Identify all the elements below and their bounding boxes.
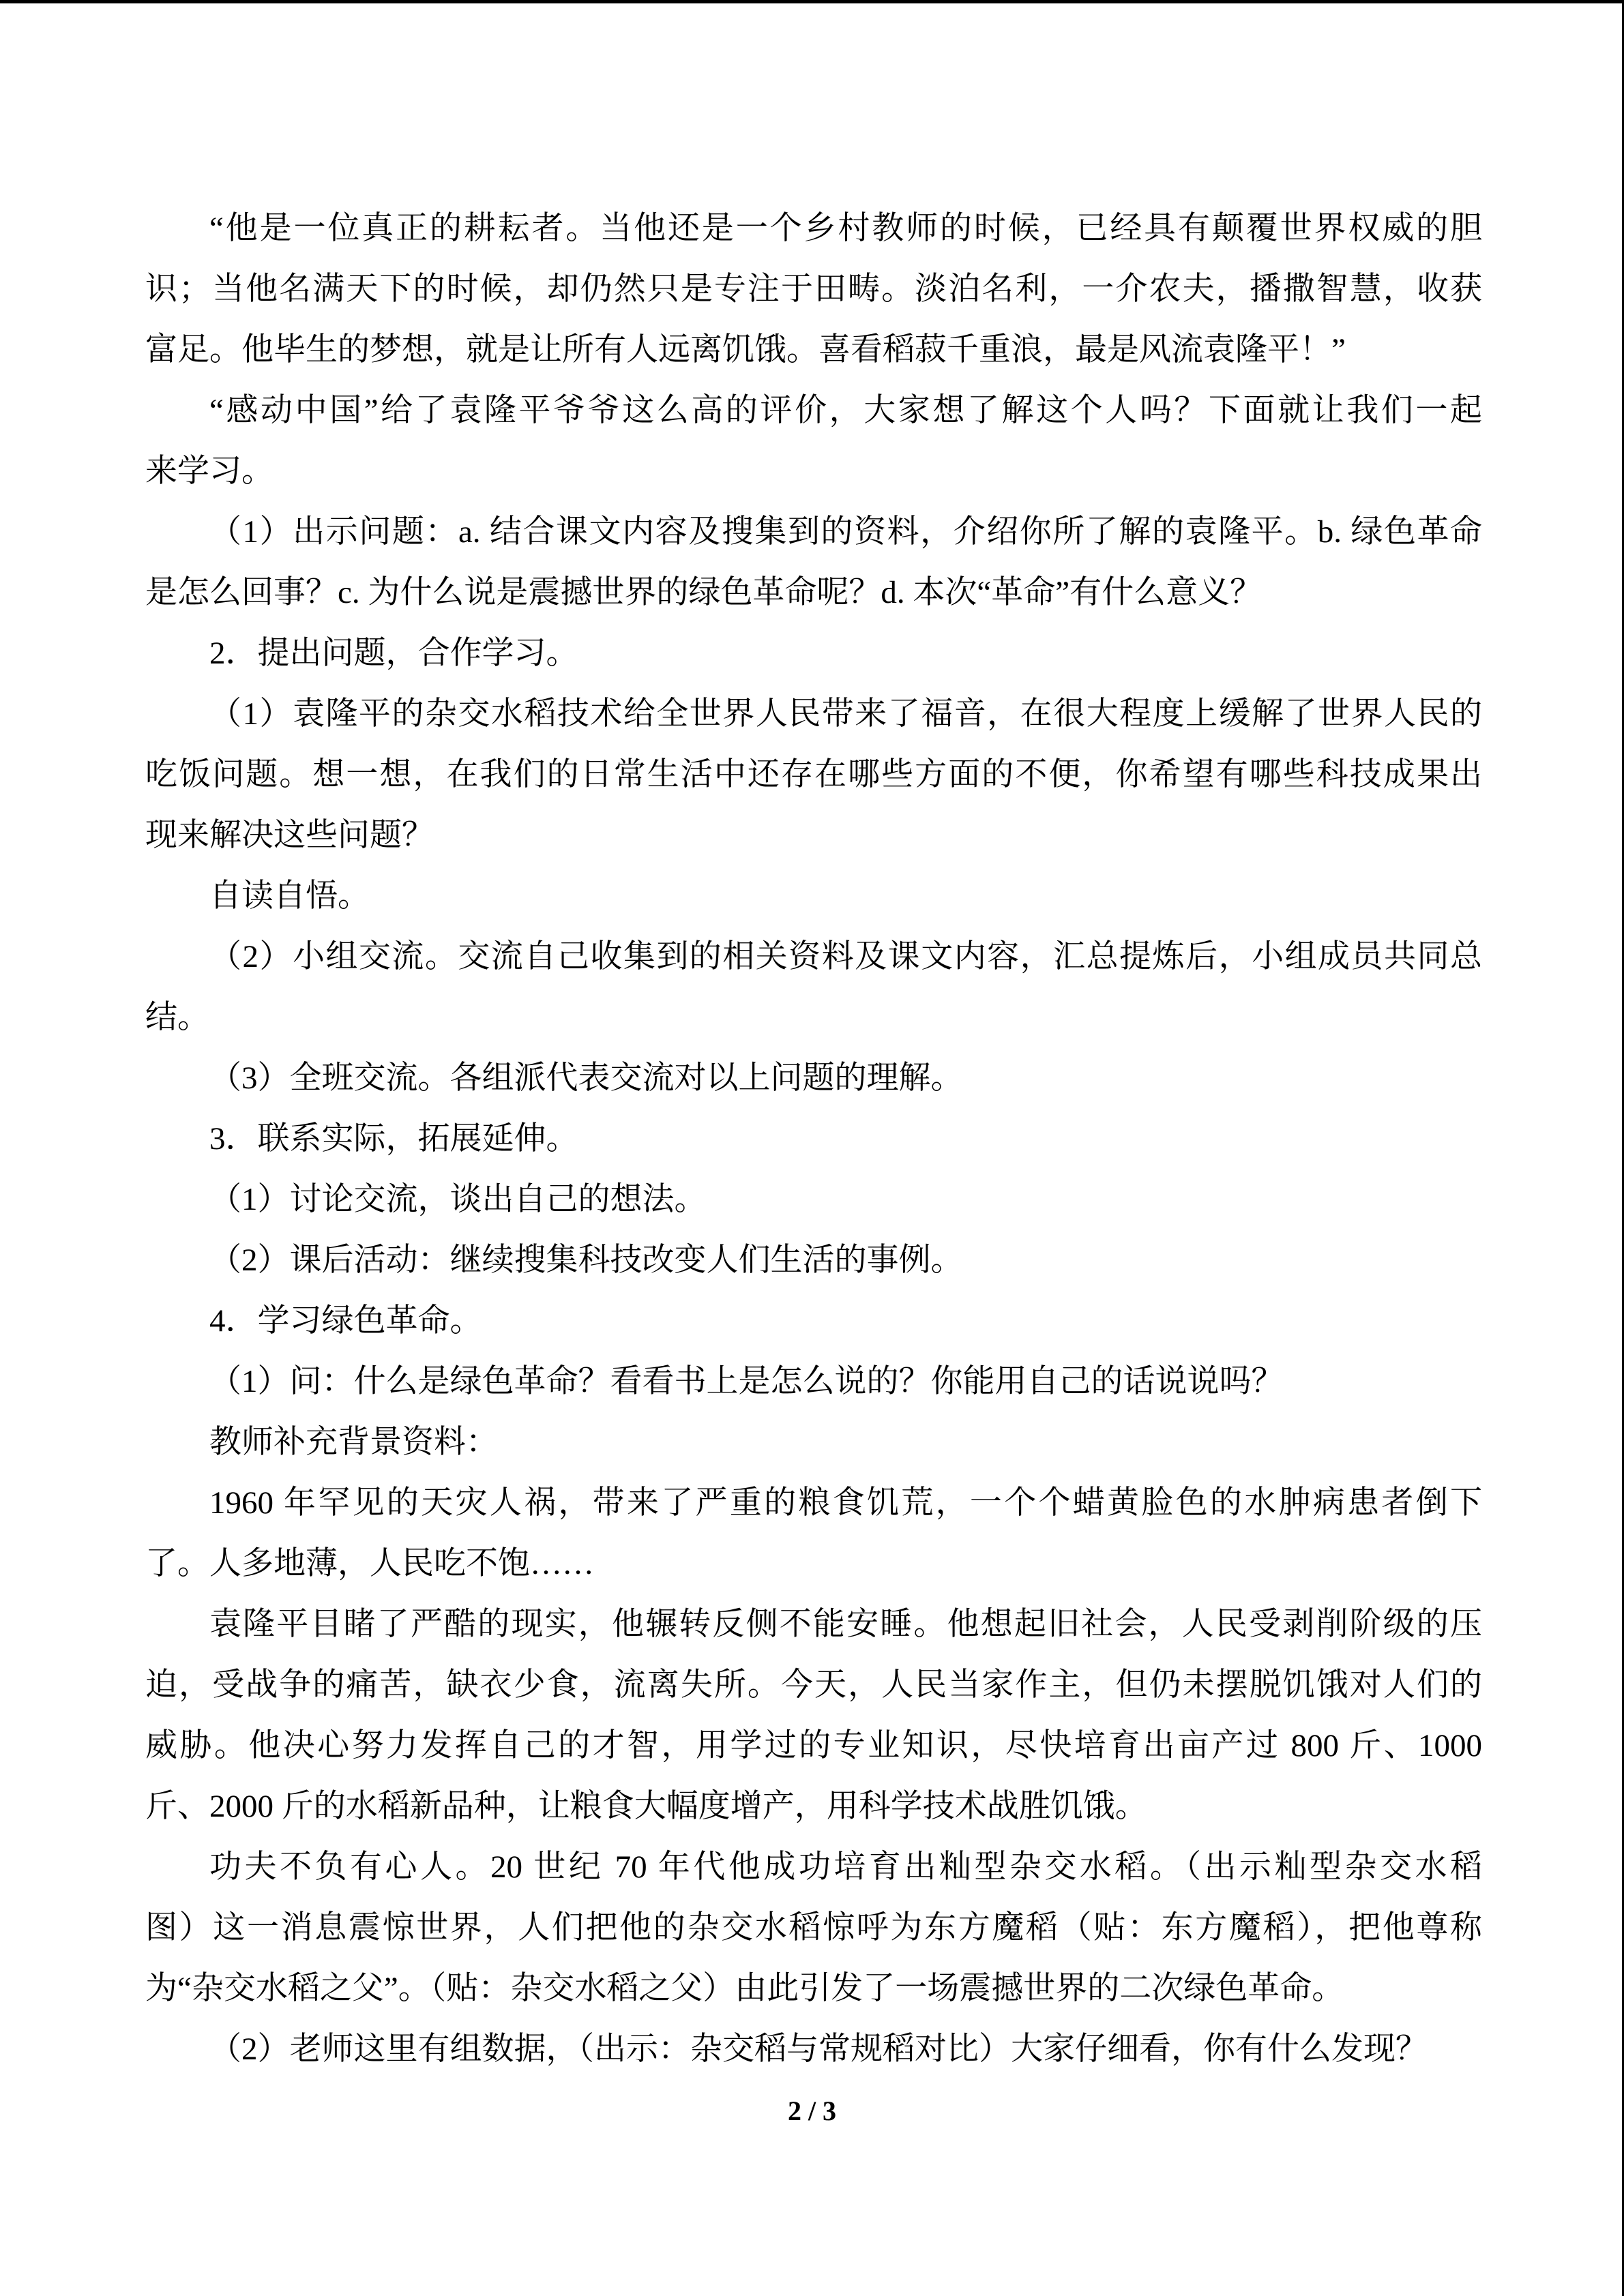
text-line: 迫，受战争的痛苦，缺衣少食，流离失所。今天，人民当家作主，但仍未摆脱饥饿对人们的 <box>145 1667 1482 1703</box>
text-line: 4．学习绿色革命。 <box>209 1303 482 1339</box>
text-line: 功夫不负有心人。20 世纪 70 年代他成功培育出籼型杂交水稻。（出示籼型杂交水稻 <box>209 1849 1482 1885</box>
text-line: （2）老师这里有组数据，（出示：杂交稻与常规稻对比）大家仔细看，你有什么发现？ <box>209 2031 1428 2067</box>
text-line: （3）全班交流。各组派代表交流对以上问题的理解。 <box>209 1060 963 1096</box>
text-line: 3．联系实际，拓展延伸。 <box>209 1121 578 1157</box>
text-line: 斤、2000 斤的水稻新品种，让粮食大幅度增产，用科学技术战胜饥饿。 <box>145 1789 1147 1824</box>
text-line: 威胁。他决心努力发挥自己的才智，用学过的专业知识，尽快培育出亩产过 800 斤、1000 <box>145 1728 1482 1763</box>
text-line: （2）小组交流。交流自己收集到的相关资料及课文内容，汇总提炼后，小组成员共同总 <box>209 939 1482 974</box>
text-line: 2．提出问题，合作学习。 <box>209 636 578 671</box>
text-line: （1）问：什么是绿色革命？看看书上是怎么说的？你能用自己的话说说吗？ <box>209 1364 1284 1399</box>
text-line: 吃饭问题。想一想，在我们的日常生活中还存在哪些方面的不便，你希望有哪些科技成果出 <box>145 757 1482 792</box>
text-line: 富足。他毕生的梦想，就是让所有人远离饥饿。喜看稻菽千重浪，最是风流袁隆平！” <box>145 332 1346 368</box>
text-line: （1）讨论交流，谈出自己的想法。 <box>209 1182 707 1217</box>
scan-border-top <box>0 0 1624 3</box>
text-line: （1）袁隆平的杂交水稻技术给全世界人民带来了福音，在很大程度上缓解了世界人民的 <box>209 696 1482 732</box>
page-number: 2 / 3 <box>787 2096 837 2126</box>
text-line: “感动中国”给了袁隆平爷爷这么高的评价，大家想了解这个人吗？下面就让我们一起 <box>209 393 1482 428</box>
document-body-text <box>145 198 1482 2080</box>
text-line: 识；当他名满天下的时候，却仍然只是专注于田畴。淡泊名利，一介农夫，播撒智慧，收获 <box>145 271 1482 307</box>
text-line: （2）课后活动：继续搜集科技改变人们生活的事例。 <box>209 1242 963 1278</box>
text-line: 结。 <box>145 1000 209 1035</box>
text-line: 1960 年罕见的天灾人祸，带来了严重的粮食饥荒，一个个蜡黄脸色的水肿病患者倒下 <box>209 1485 1482 1521</box>
text-line: 是怎么回事？c. 为什么说是震撼世界的绿色革命呢？d. 本次“革命”有什么意义？ <box>145 575 1263 610</box>
text-line: 图）这一消息震惊世界，人们把他的杂交水稻惊呼为东方魔稻（贴：东方魔稻），把他尊称 <box>145 1910 1482 1945</box>
text-line: 现来解决这些问题？ <box>145 818 434 853</box>
text-line: 教师补充背景资料： <box>209 1425 498 1460</box>
text-line: 袁隆平目睹了严酷的现实，他辗转反侧不能安睡。他想起旧社会，人民受剥削阶级的压 <box>209 1607 1482 1642</box>
text-line: （1）出示问题：a. 结合课文内容及搜集到的资料，介绍你所了解的袁隆平。b. 绿色革命 <box>209 514 1482 550</box>
text-line: “他是一位真正的耕耘者。当他还是一个乡村教师的时候，已经具有颠覆世界权威的胆 <box>209 211 1482 246</box>
text-line: 为“杂交水稻之父”。（贴：杂交水稻之父）由此引发了一场震撼世界的二次绿色革命。 <box>145 1971 1344 2006</box>
text-line: 了。人多地薄，人民吃不饱…… <box>145 1546 594 1581</box>
text-line: 自读自悟。 <box>209 878 370 914</box>
text-line: 来学习。 <box>145 453 274 489</box>
